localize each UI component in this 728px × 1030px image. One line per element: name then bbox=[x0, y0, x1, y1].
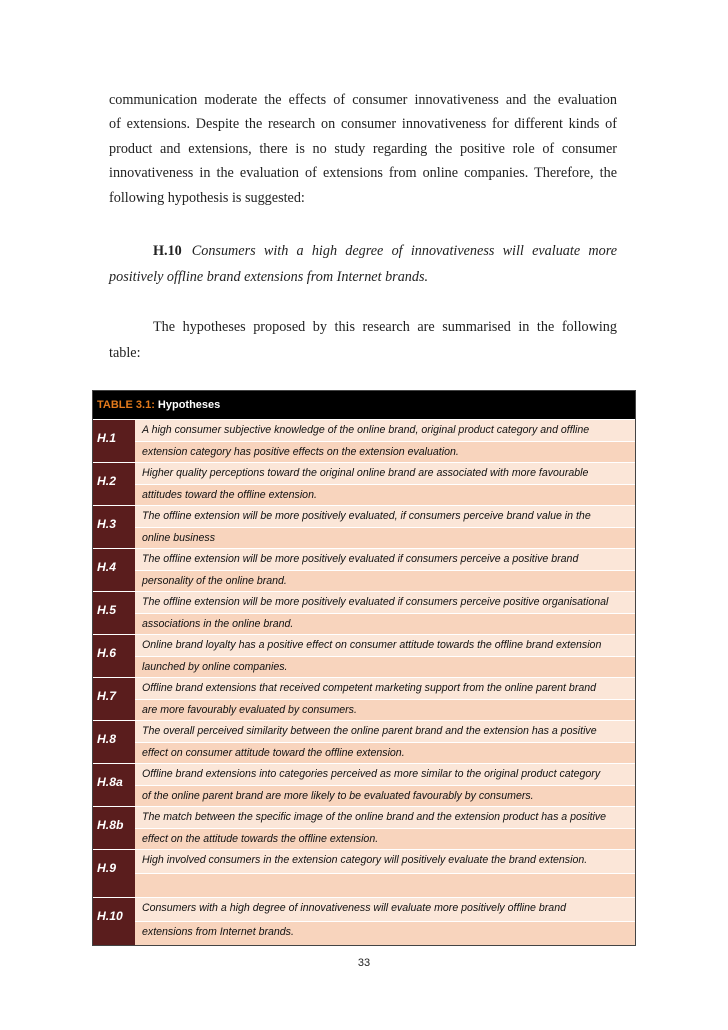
hypothesis-description bbox=[135, 506, 635, 548]
summary-paragraph bbox=[109, 314, 617, 366]
description-line: The offline extension will be more positively evaluated, if consumers perceive brand value in the bbox=[135, 506, 635, 527]
hypothesis-id: H.5 bbox=[93, 592, 135, 634]
description-line: The offline extension will be more positively evaluated if consumers perceive a positive brand bbox=[135, 549, 635, 570]
description-line: attitudes toward the offline extension. bbox=[135, 484, 635, 506]
table-row bbox=[93, 548, 635, 591]
paragraph-line: of extensions. Despite the research on consumer innovativeness for different kinds of bbox=[109, 116, 617, 133]
table-row bbox=[93, 806, 635, 849]
hypothesis-id: H.8 bbox=[93, 721, 135, 763]
hypothesis-id: H.4 bbox=[93, 549, 135, 591]
paragraph-line: The hypotheses proposed by this research are summarised in the following bbox=[153, 319, 617, 335]
description-line: Consumers with a high degree of innovativeness will evaluate more positively offline brand bbox=[135, 898, 635, 921]
hypothesis-description bbox=[135, 549, 635, 591]
paragraph-line: innovativeness in the evaluation of extensions from online companies. Therefore, the bbox=[109, 165, 617, 182]
hypothesis-description bbox=[135, 635, 635, 677]
description-line: High involved consumers in the extension category will positively evaluate the brand extension. bbox=[135, 850, 635, 873]
description-line: personality of the online brand. bbox=[135, 570, 635, 592]
description-line: Higher quality perceptions toward the original online brand are associated with more favourable bbox=[135, 463, 635, 484]
hypothesis-id: H.9 bbox=[93, 850, 135, 897]
hypothesis-id: H.6 bbox=[93, 635, 135, 677]
description-line: are more favourably evaluated by consumers. bbox=[135, 699, 635, 721]
table-row bbox=[93, 419, 635, 462]
table-body bbox=[93, 419, 635, 945]
hypothesis-text: Consumers with a high degree of innovativeness will evaluate more bbox=[191, 243, 617, 259]
description-line: Offline brand extensions into categories perceived as more similar to the original product category bbox=[135, 764, 635, 785]
description-line bbox=[135, 873, 635, 897]
hypothesis-description bbox=[135, 592, 635, 634]
table-row bbox=[93, 505, 635, 548]
table-row bbox=[93, 763, 635, 806]
description-line: of the online parent brand are more likely to be evaluated favourably by consumers. bbox=[135, 785, 635, 807]
description-line: The overall perceived similarity between the online parent brand and the extension has a positive bbox=[135, 721, 635, 742]
hypothesis-description bbox=[135, 721, 635, 763]
hypothesis-id: H.7 bbox=[93, 678, 135, 720]
table-row bbox=[93, 462, 635, 505]
description-line: The offline extension will be more positively evaluated if consumers perceive positive organisational bbox=[135, 592, 635, 613]
hypothesis-description bbox=[135, 420, 635, 462]
intro-paragraph bbox=[109, 88, 617, 210]
hypothesis-description bbox=[135, 850, 635, 897]
hypothesis-id: H.2 bbox=[93, 463, 135, 505]
table-row bbox=[93, 677, 635, 720]
description-line: Online brand loyalty has a positive effect on consumer attitude towards the offline brand extension bbox=[135, 635, 635, 656]
paragraph-line: product and extensions, there is no study regarding the positive role of consumer bbox=[109, 140, 617, 157]
hypothesis-id: H.1 bbox=[93, 420, 135, 462]
hypothesis-description bbox=[135, 764, 635, 806]
table-label: TABLE 3.1: bbox=[97, 399, 155, 411]
description-line: A high consumer subjective knowledge of the online brand, original product category and offline bbox=[135, 420, 635, 441]
hypotheses-table bbox=[92, 390, 636, 946]
description-line: launched by online companies. bbox=[135, 656, 635, 678]
table-title: Hypotheses bbox=[157, 399, 221, 411]
description-line: effect on consumer attitude toward the offline extension. bbox=[135, 742, 635, 764]
hypothesis-id: H.8a bbox=[93, 764, 135, 806]
hypothesis-description bbox=[135, 678, 635, 720]
hypothesis-id: H.8b bbox=[93, 807, 135, 849]
hypothesis-id: H.3 bbox=[93, 506, 135, 548]
hypothesis-description bbox=[135, 463, 635, 505]
table-row bbox=[93, 897, 635, 945]
hypothesis-line bbox=[109, 238, 617, 264]
table-row bbox=[93, 720, 635, 763]
hypothesis-description bbox=[135, 898, 635, 945]
hypothesis-description bbox=[135, 807, 635, 849]
hypothesis-id: H.10 bbox=[93, 898, 135, 945]
description-line: online business bbox=[135, 527, 635, 549]
description-line: effect on the attitude towards the offline extension. bbox=[135, 828, 635, 850]
page-number: 33 bbox=[357, 957, 371, 969]
table-caption bbox=[93, 391, 635, 419]
table-row bbox=[93, 634, 635, 677]
paragraph-line: communication moderate the effects of consumer innovativeness and the evaluation bbox=[109, 92, 617, 108]
hypothesis-code: H.10 bbox=[153, 243, 182, 259]
description-line: The match between the specific image of the online brand and the extension product has a positive bbox=[135, 807, 635, 828]
description-line: Offline brand extensions that received competent marketing support from the online parent brand bbox=[135, 678, 635, 699]
table-row bbox=[93, 591, 635, 634]
paragraph-line: table: bbox=[109, 345, 141, 361]
table-row bbox=[93, 849, 635, 897]
hypothesis-statement bbox=[109, 238, 617, 290]
paragraph-line: following hypothesis is suggested: bbox=[109, 189, 305, 206]
hypothesis-text-continued: positively offline brand extensions from Internet brands. bbox=[109, 269, 429, 285]
description-line: associations in the online brand. bbox=[135, 613, 635, 635]
description-line: extension category has positive effects on the extension evaluation. bbox=[135, 441, 635, 463]
description-line: extensions from Internet brands. bbox=[135, 921, 635, 945]
